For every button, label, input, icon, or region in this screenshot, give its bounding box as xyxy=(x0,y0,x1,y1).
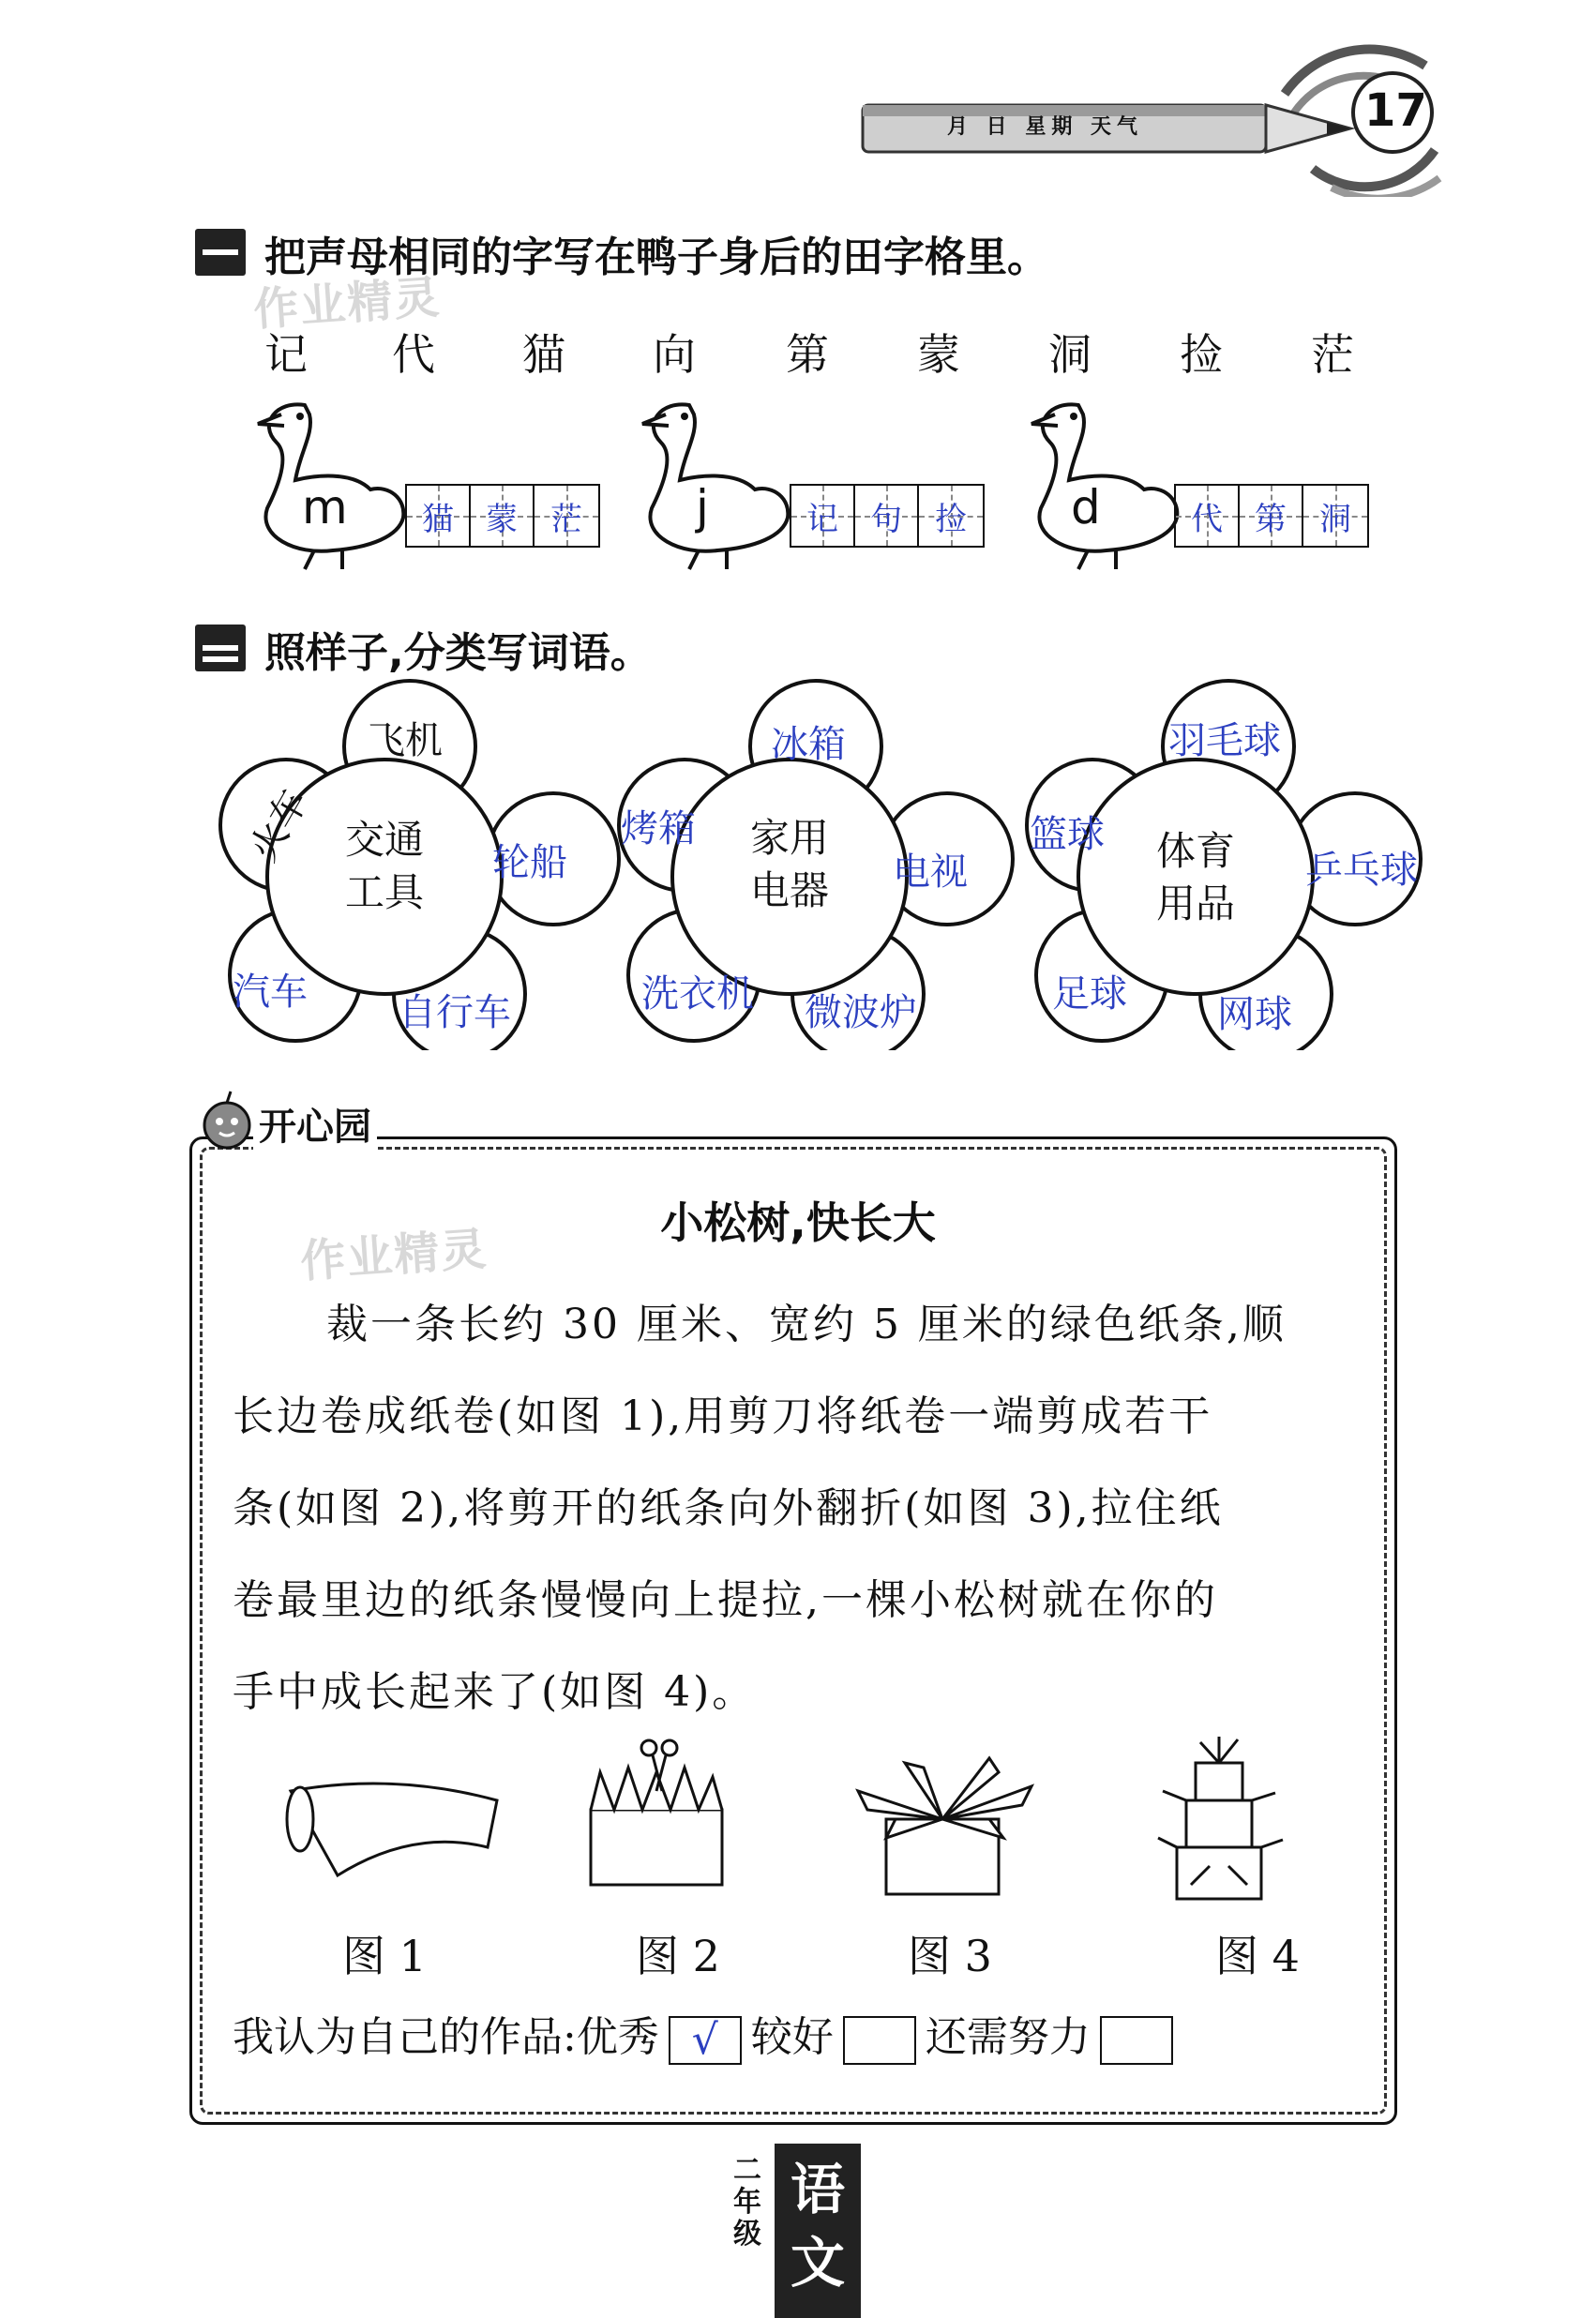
self-rating xyxy=(233,2003,1182,2065)
story-line: 条(如图 2),将剪开的纸条向外翻折(如图 3),拉住纸 xyxy=(233,1484,1224,1532)
watermark: 作业精灵 xyxy=(298,1223,490,1288)
answer-char: 代 xyxy=(1191,500,1223,538)
character: 洞 xyxy=(1048,329,1092,380)
footer-grade: 二年级 xyxy=(733,2154,761,2250)
petal-word: 羽毛球 xyxy=(1168,719,1281,762)
rating-good-label: 较好 xyxy=(750,2013,834,2061)
story-title: 小松树,快长大 xyxy=(660,1197,936,1248)
character: 向 xyxy=(653,329,696,380)
petal-word: 轮船 xyxy=(492,841,567,884)
flower-center: 家用 电器 xyxy=(749,815,829,913)
figure-caption: 图 2 xyxy=(636,1931,720,1981)
rating-excellent-checkbox[interactable]: √ xyxy=(669,2016,742,2065)
petal-word: 洗衣机 xyxy=(641,972,754,1016)
character: 记 xyxy=(264,329,308,380)
figure-cut-strips xyxy=(572,1735,741,1904)
fun-garden-label: 开心园 xyxy=(253,1097,377,1151)
page-number: 17 xyxy=(1364,84,1427,137)
footer-subject: 语文 xyxy=(775,2144,861,2318)
answer-grid xyxy=(1174,484,1369,548)
figure-folded-strips xyxy=(849,1754,1036,1904)
petal-word: 足球 xyxy=(1052,972,1127,1016)
answer-char: 蒙 xyxy=(486,500,518,538)
section1-title: 把声母相同的字写在鸭子身后的田字格里。 xyxy=(264,233,1048,281)
figure-pine-tree xyxy=(1153,1735,1285,1913)
petal-word: 自行车 xyxy=(399,991,511,1034)
answer-char: 捡 xyxy=(935,500,967,538)
figure-caption: 图 1 xyxy=(342,1931,427,1981)
figure-paper-roll xyxy=(272,1763,506,1894)
story-line: 手中成长起来了(如图 4)。 xyxy=(233,1668,757,1716)
character: 代 xyxy=(392,329,435,380)
story-line: 裁一条长约 30 厘米、宽约 5 厘米的绿色纸条,顺 xyxy=(326,1301,1287,1348)
rating-needs-work-checkbox[interactable] xyxy=(1100,2016,1173,2065)
petal-word: 汽车 xyxy=(233,971,308,1014)
petal-word: 冰箱 xyxy=(771,723,846,766)
petal-word: 篮球 xyxy=(1030,813,1105,856)
character: 蒙 xyxy=(917,329,960,380)
date-weather-line: 月 日 星期 天气 xyxy=(947,115,1143,139)
initial-letter-j: j xyxy=(696,480,709,534)
character: 猫 xyxy=(522,329,565,380)
story-line: 卷最里边的纸条慢慢向上提拉,一棵小松树就在你的 xyxy=(233,1576,1218,1624)
watermark: 作业精灵 xyxy=(251,271,444,337)
answer-grid xyxy=(405,484,600,548)
flower-center: 交通 工具 xyxy=(344,817,424,915)
answer-char: 洞 xyxy=(1319,500,1351,538)
answer-char: 句 xyxy=(870,500,902,538)
petal-word: 乒乓球 xyxy=(1305,849,1418,892)
figure-caption: 图 3 xyxy=(908,1931,992,1981)
section2-title: 照样子,分类写词语。 xyxy=(264,629,652,677)
answer-char: 茫 xyxy=(550,500,582,538)
petal-word: 网球 xyxy=(1217,993,1292,1036)
rating-needs-work-label: 还需努力 xyxy=(925,2013,1091,2061)
apple-mascot-icon xyxy=(199,1088,255,1153)
petal-word: 飞机 xyxy=(368,719,443,762)
section2-marker xyxy=(195,625,246,671)
character: 捡 xyxy=(1180,329,1223,380)
rating-good-checkbox[interactable] xyxy=(843,2016,916,2065)
character-row xyxy=(0,321,1596,380)
answer-char: 记 xyxy=(806,500,838,538)
answer-grid xyxy=(790,484,985,548)
answer-char: 猫 xyxy=(422,500,454,538)
header-pencil xyxy=(844,38,1444,197)
petal-word: 微波炉 xyxy=(805,991,917,1034)
rating-prompt: 我认为自己的作品:优秀 xyxy=(233,2013,659,2061)
petal-word: 烤箱 xyxy=(621,807,696,850)
initial-letter-m: m xyxy=(302,480,348,534)
answer-char: 第 xyxy=(1255,500,1287,538)
character: 茫 xyxy=(1311,329,1354,380)
section1-marker xyxy=(195,229,246,276)
petal-word: 火车 xyxy=(242,782,317,869)
initial-letter-d: d xyxy=(1071,480,1101,534)
story-line: 长边卷成纸卷(如图 1),用剪刀将纸卷一端剪成若干 xyxy=(233,1392,1213,1440)
flower-center: 体育 用品 xyxy=(1155,828,1235,926)
character: 第 xyxy=(786,329,829,380)
petal-word: 电视 xyxy=(893,850,968,894)
figure-caption: 图 4 xyxy=(1215,1931,1300,1981)
